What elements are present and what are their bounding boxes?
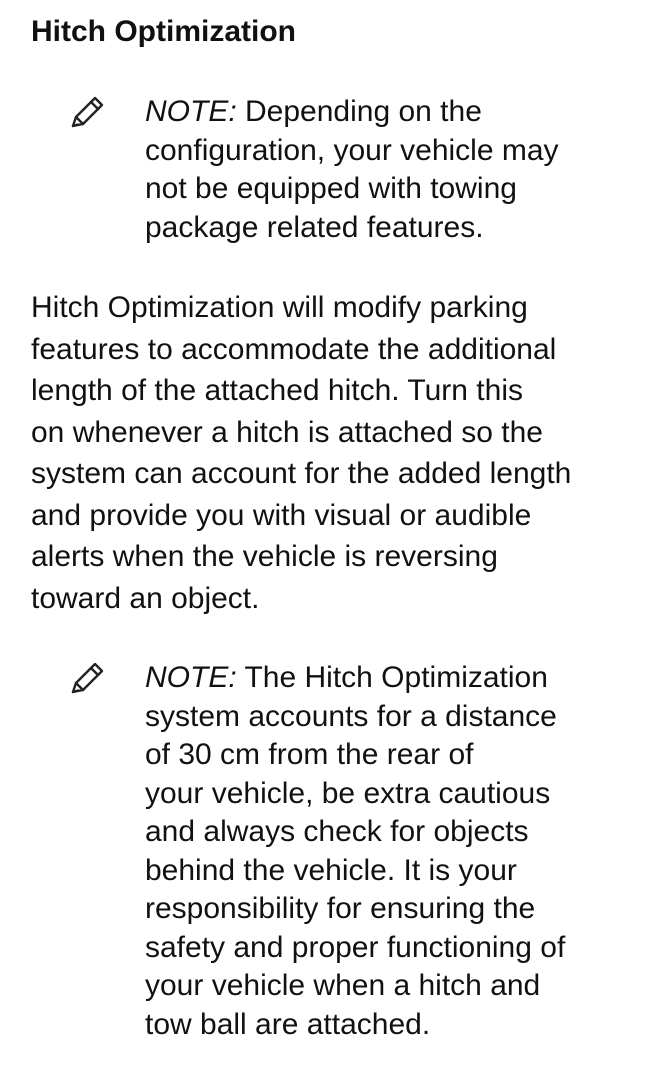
- note-text: [145, 93, 650, 247]
- note-line: NOTE: Depending on the: [145, 95, 482, 128]
- note-line: tow ball are attached.: [145, 1007, 431, 1041]
- paragraph-line: on whenever a hitch is attached so the: [31, 415, 543, 449]
- note-line: safety and proper functioning of: [145, 930, 566, 964]
- note-line: responsibility for ensuring the: [145, 892, 536, 925]
- paragraph-line: length of the attached hitch. Turn this: [31, 374, 523, 407]
- body-paragraph: [31, 287, 661, 619]
- section-title: Hitch Optimization: [31, 15, 296, 48]
- note-line: and always check for objects: [145, 815, 529, 848]
- note-line: package related features.: [145, 210, 484, 244]
- paragraph-line: and provide you with visual or audible: [31, 498, 532, 532]
- note-line: behind the vehicle. It is your: [145, 853, 517, 887]
- pencil-icon: [68, 659, 106, 697]
- note-label: NOTE:: [145, 95, 237, 128]
- note-line: configuration, your vehicle may: [145, 133, 559, 167]
- pencil-icon: [68, 93, 106, 131]
- paragraph-line: features to accommodate the additional: [31, 332, 557, 366]
- note-text: [145, 659, 650, 1044]
- paragraph-line: alerts when the vehicle is reversing: [31, 540, 498, 573]
- paragraph-line: toward an object.: [31, 581, 260, 615]
- note-line: not be equipped with towing: [145, 172, 517, 205]
- paragraph-line: Hitch Optimization will modify parking: [31, 291, 528, 324]
- note-line: NOTE: The Hitch Optimization: [145, 661, 548, 694]
- note-line: your vehicle, be extra cautious: [145, 776, 551, 810]
- paragraph-line: system can account for the added length: [31, 457, 572, 490]
- note-line: system accounts for a distance: [145, 699, 557, 733]
- note-line: your vehicle when a hitch and: [145, 969, 541, 1002]
- note-label: NOTE:: [145, 661, 237, 694]
- note-line: of 30 cm from the rear of: [145, 738, 474, 771]
